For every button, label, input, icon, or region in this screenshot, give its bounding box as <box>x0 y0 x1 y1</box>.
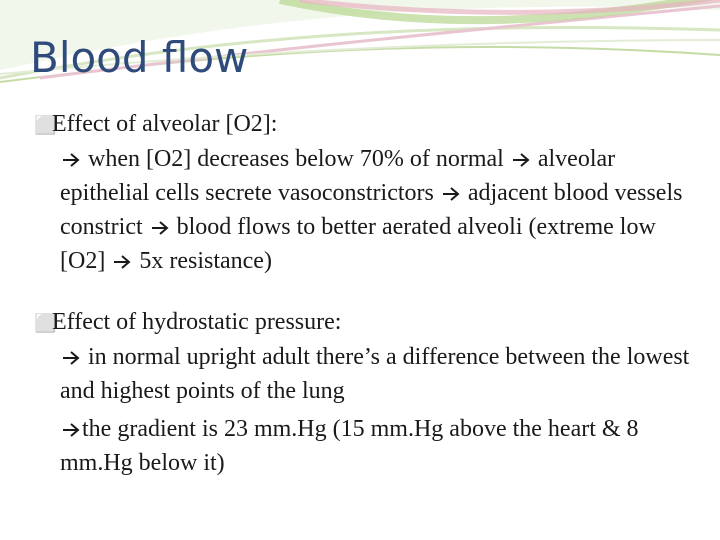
right-arrow-icon <box>62 153 80 167</box>
slide-title: Blood flow <box>30 33 249 82</box>
sub-bullet-text: when [O2] decreases below 70% of normal alveolar epithelial cells secrete vasoconstrictors adjacent blood vessels constrict blood flows to better aerated alveoli (extreme low [O2] 5x resistance) <box>60 146 683 274</box>
bullet-item <box>34 108 704 142</box>
right-arrow-icon <box>113 255 131 269</box>
right-arrow-icon <box>62 351 80 365</box>
sub-bullet-text: in normal upright adult there’s a difference between the lowest and highest points of the lung <box>60 344 690 404</box>
bullet-box-icon: ⬜ <box>34 115 57 136</box>
bullet-heading: Effect of alveolar [O2]: <box>52 111 278 137</box>
bullet-item <box>34 306 704 340</box>
right-arrow-icon <box>442 187 460 201</box>
right-arrow-icon <box>151 221 169 235</box>
bullet-box-icon: ⬜ <box>34 313 57 334</box>
sub-bullet-text: the gradient is 23 mm.Hg (15 mm.Hg above the heart & 8 mm.Hg below it) <box>60 416 639 476</box>
right-arrow-icon <box>62 423 80 437</box>
slide-content <box>34 108 704 480</box>
right-arrow-icon <box>512 153 530 167</box>
bullet-heading: Effect of hydrostatic pressure: <box>52 309 342 335</box>
